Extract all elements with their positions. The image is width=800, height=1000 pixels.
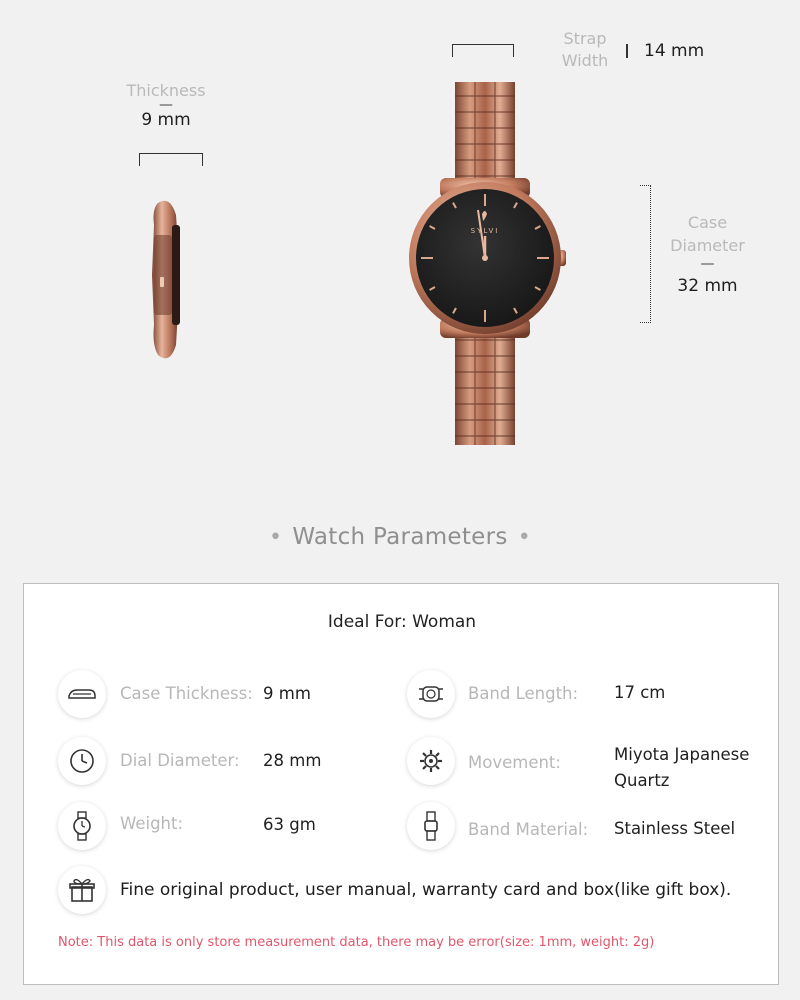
- weight-label: Weight:: [120, 814, 184, 833]
- section-title-text: Watch Parameters: [292, 524, 508, 550]
- watch-brand-logo: SYLVI: [470, 227, 500, 235]
- case-diameter-label-line2: Diameter: [670, 236, 745, 255]
- thickness-bracket: [139, 153, 203, 166]
- strap-width-value: 14 mm: [644, 41, 705, 61]
- watch-front-view: [400, 70, 580, 450]
- dial-diameter-value: 28 mm: [263, 751, 322, 770]
- movement-label: Movement:: [468, 753, 561, 772]
- title-bullet-left: •: [269, 525, 283, 550]
- movement-value-line1: Miyota Japanese: [614, 745, 750, 764]
- band-material-label: Band Material:: [468, 820, 589, 839]
- strap-width-label-line2: Width: [561, 51, 609, 70]
- strap-width-tick: [626, 44, 628, 58]
- measurement-note: Note: This data is only store measurement data, there may be error(size: 1mm, weight: 2g): [58, 935, 655, 950]
- case-thickness-value: 9 mm: [263, 684, 311, 703]
- section-title: [0, 524, 800, 550]
- thickness-label: Thickness: [126, 81, 206, 100]
- gift-box-icon: [58, 866, 106, 914]
- case-diameter-bracket: [640, 185, 651, 323]
- thickness-dash: —: [159, 97, 173, 113]
- strap-width-label-line1: Strap: [563, 29, 607, 48]
- case-diameter-value: 32 mm: [677, 276, 738, 296]
- wristwatch-icon: [58, 802, 106, 850]
- band-length-value: 17 cm: [614, 683, 666, 702]
- case-thickness-label: Case Thickness:: [120, 684, 253, 703]
- dial-diameter-label: Dial Diameter:: [120, 751, 240, 770]
- band-material-value: Stainless Steel: [614, 819, 736, 838]
- strap-width-bracket: [452, 44, 514, 57]
- watch-side-view: [140, 195, 190, 365]
- band-length-label: Band Length:: [468, 684, 579, 703]
- dial-clock-icon: [58, 737, 106, 785]
- movement-value-line2: Quartz: [614, 771, 670, 790]
- title-bullet-right: •: [517, 525, 531, 550]
- case-diameter-label-line1: Case: [687, 213, 728, 232]
- band-length-icon: [407, 670, 455, 718]
- weight-value: 63 gm: [263, 815, 316, 834]
- watch-band-icon: [407, 802, 455, 850]
- thickness-value: 9 mm: [141, 110, 191, 130]
- case-diameter-dash: —: [700, 256, 715, 272]
- parameters-card: [23, 583, 779, 985]
- ideal-for: Ideal For: Woman: [327, 612, 477, 632]
- case-thickness-icon: [58, 670, 106, 718]
- gear-movement-icon: [407, 737, 455, 785]
- package-contents: Fine original product, user manual, warranty card and box(like gift box).: [120, 880, 732, 900]
